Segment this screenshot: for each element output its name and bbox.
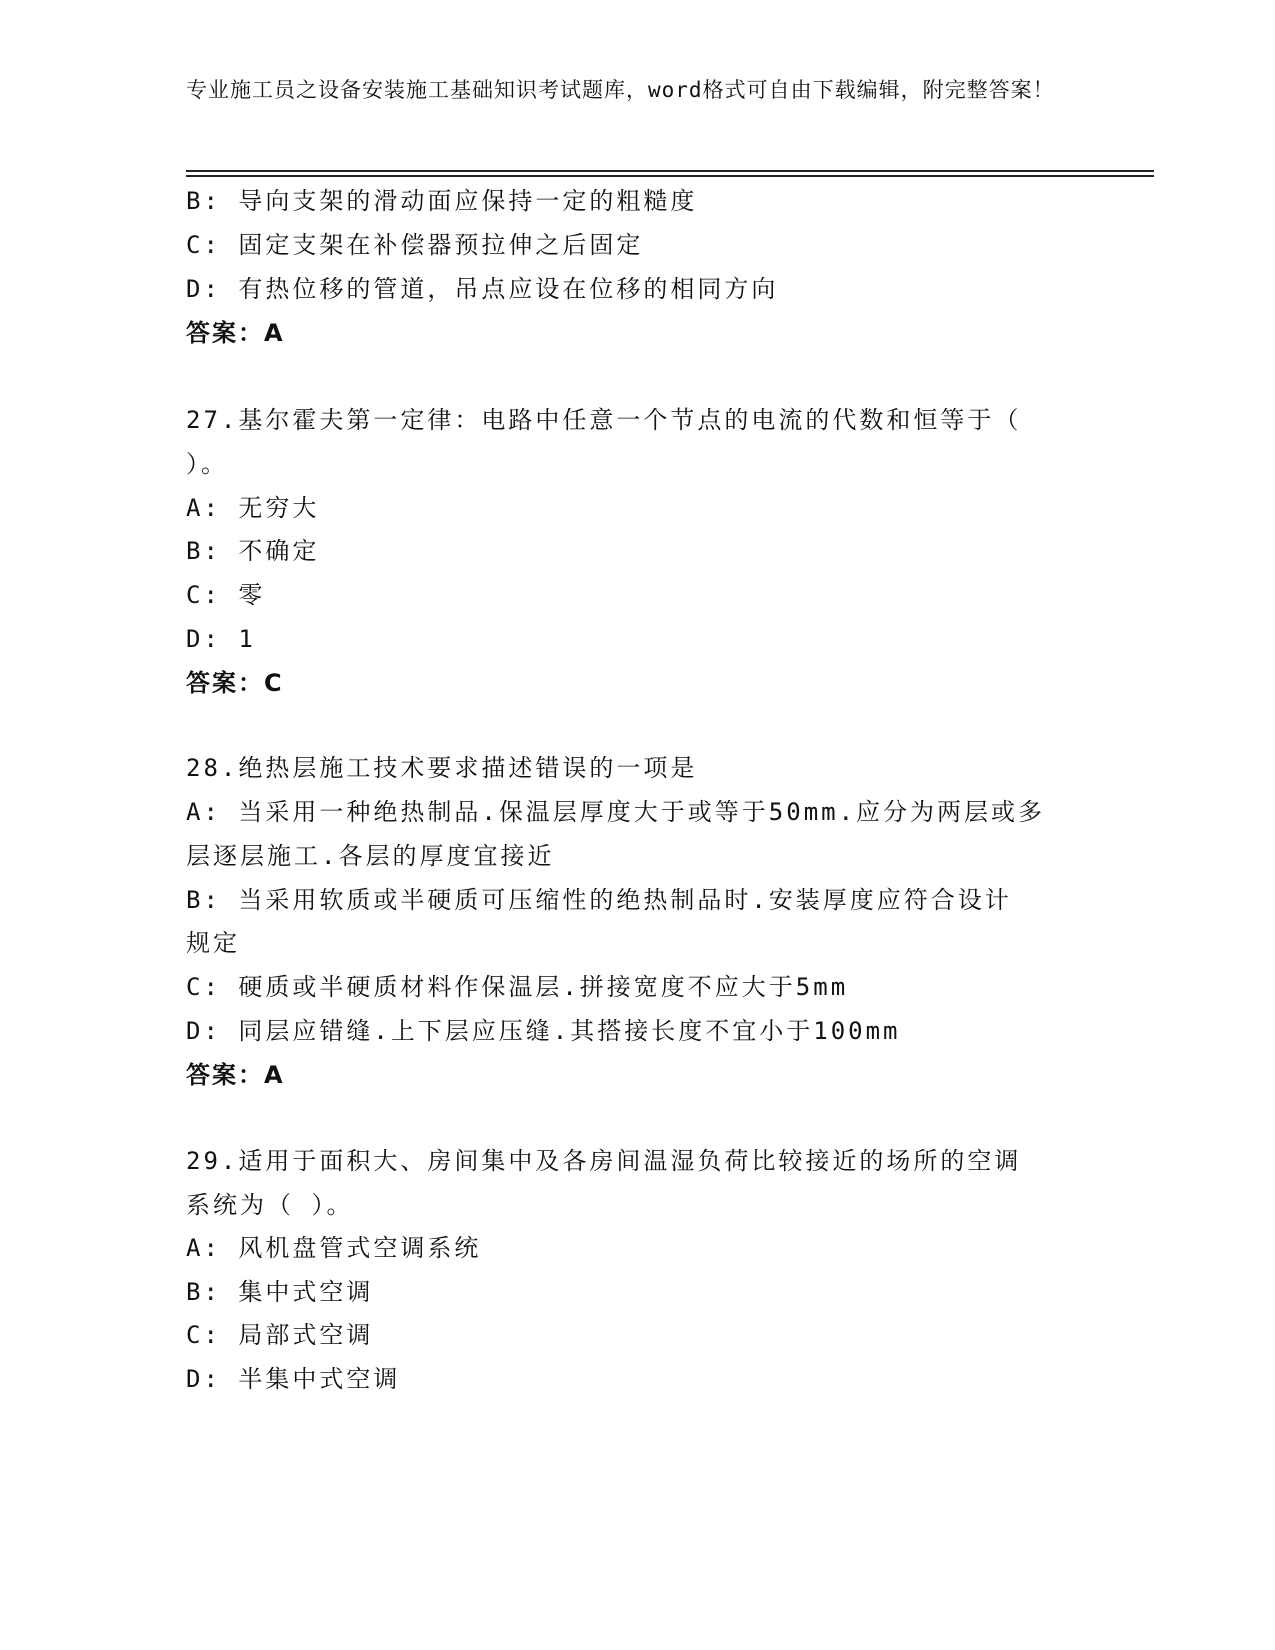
q28-option-a-line1: A: 当采用一种绝热制品.保温层厚度大于或等于50mm.应分为两层或多 bbox=[186, 798, 1046, 826]
q27-answer: 答案：C bbox=[186, 669, 284, 697]
q27-option-a: A: 无穷大 bbox=[186, 494, 320, 522]
q29-option-a: A: 风机盘管式空调系统 bbox=[186, 1234, 482, 1262]
header-rule-bottom bbox=[186, 175, 1154, 177]
q27-stem-line1: 27.基尔霍夫第一定律：电路中任意一个节点的电流的代数和恒等于（ bbox=[186, 406, 1022, 434]
q29-stem-line2: 系统为（ ）。 bbox=[186, 1191, 354, 1219]
q28-option-b-line2: 规定 bbox=[186, 929, 240, 957]
header-rule-top bbox=[186, 170, 1154, 172]
q29-option-b: B: 集中式空调 bbox=[186, 1278, 374, 1306]
q27-option-d: D: 1 bbox=[186, 625, 256, 653]
q28-answer: 答案：A bbox=[186, 1061, 285, 1089]
q27-option-c: C: 零 bbox=[186, 581, 266, 609]
q27-stem-line2: ）。 bbox=[186, 450, 228, 478]
prev-option-c: C: 固定支架在补偿器预拉伸之后固定 bbox=[186, 231, 644, 259]
document-header: 专业施工员之设备安装施工基础知识考试题库，word格式可自由下载编辑，附完整答案！ bbox=[186, 78, 1055, 102]
q27-option-b: B: 不确定 bbox=[186, 537, 320, 565]
prev-option-b: B: 导向支架的滑动面应保持一定的粗糙度 bbox=[186, 187, 698, 215]
prev-answer: 答案：A bbox=[186, 319, 285, 347]
q28-option-b-line1: B: 当采用软质或半硬质可压缩性的绝热制品时.安装厚度应符合设计 bbox=[186, 886, 1012, 914]
q29-option-c: C: 局部式空调 bbox=[186, 1321, 374, 1349]
q29-stem-line1: 29.适用于面积大、房间集中及各房间温湿负荷比较接近的场所的空调 bbox=[186, 1147, 1022, 1175]
q28-option-c: C: 硬质或半硬质材料作保温层.拼接宽度不应大于5mm bbox=[186, 973, 849, 1001]
q28-stem: 28.绝热层施工技术要求描述错误的一项是 bbox=[186, 754, 698, 782]
prev-option-d: D: 有热位移的管道，吊点应设在位移的相同方向 bbox=[186, 275, 779, 303]
q28-option-d: D: 同层应错缝.上下层应压缝.其搭接长度不宜小于100mm bbox=[186, 1017, 901, 1045]
q28-option-a-line2: 层逐层施工.各层的厚度宜接近 bbox=[186, 842, 555, 870]
q29-option-d: D: 半集中式空调 bbox=[186, 1365, 401, 1393]
